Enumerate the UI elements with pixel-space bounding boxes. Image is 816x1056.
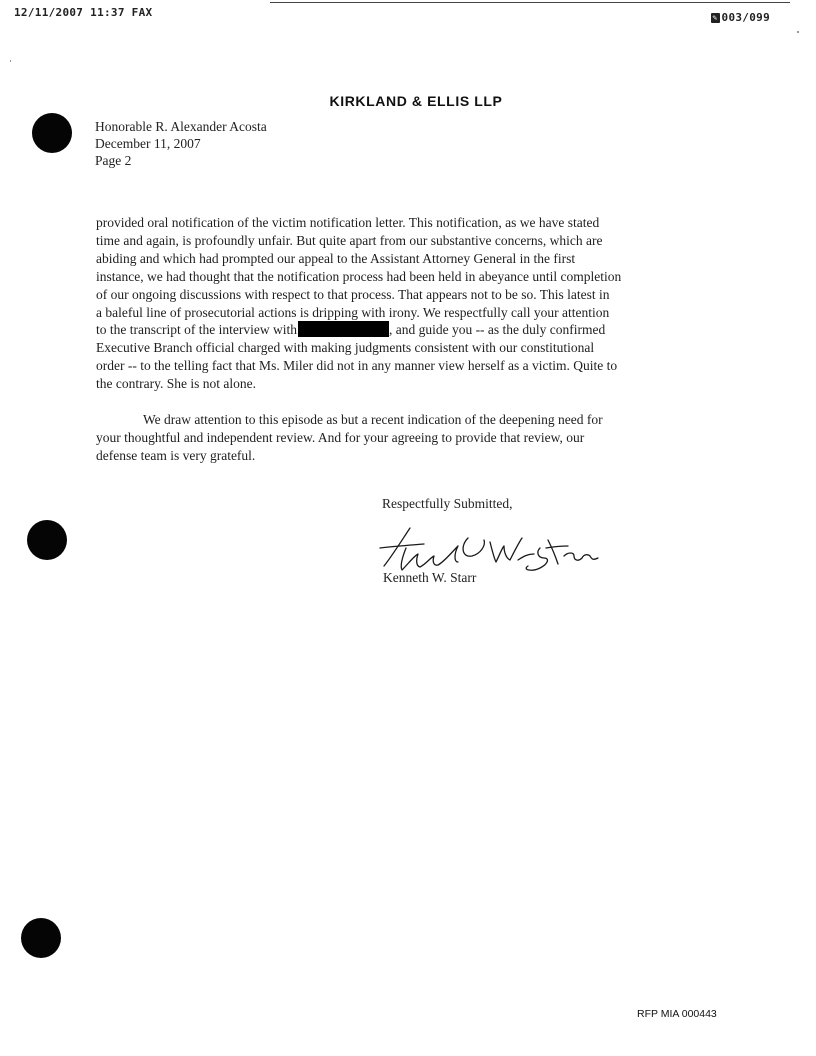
- letter-info-block: [95, 118, 267, 169]
- closing-salutation: Respectfully Submitted,: [382, 496, 513, 511]
- text-after-redaction: , and guide you -- as the duly confirmed: [388, 322, 606, 338]
- text-line: instance, we had thought that the notification process had been held in abeyance until completion: [96, 268, 622, 284]
- punch-hole: [32, 113, 72, 153]
- text-line: of our ongoing discussions with respect to that process. That appears not to be so. This latest in: [96, 286, 610, 302]
- letter-date: December 11, 2007: [95, 136, 201, 151]
- fax-icon: ✎: [712, 12, 718, 22]
- page-number: Page 2: [95, 153, 132, 168]
- recipient-name: Honorable R. Alexander Acosta: [95, 119, 267, 134]
- redaction-box: [298, 321, 389, 337]
- paragraph-2: [96, 411, 716, 465]
- text-line: provided oral notification of the victim notification letter. This notification, as we have stated: [96, 215, 600, 230]
- firm-name: KIRKLAND & ELLIS LLP: [329, 93, 503, 109]
- text-line: Executive Branch official charged with making judgments consistent with our constitutional: [96, 340, 595, 356]
- text-line: abiding and which had prompted our appeal to the Assistant Attorney General in the first: [96, 250, 576, 266]
- text-line: defense team is very grateful.: [96, 447, 256, 463]
- text-line: time and again, is profoundly unfair. But quite apart from our substantive concerns, which are: [96, 232, 603, 248]
- signer-name: Kenneth W. Starr: [383, 570, 477, 585]
- fax-page-counter-group: [711, 11, 770, 24]
- text-line-redacted: [96, 321, 716, 339]
- scan-speck: [797, 31, 799, 33]
- handwritten-signature: [372, 518, 602, 578]
- scan-speck: [10, 60, 11, 62]
- fax-page-counter: 003/099: [721, 11, 770, 24]
- text-line: the contrary. She is not alone.: [96, 376, 256, 392]
- punch-hole: [21, 918, 61, 958]
- text-before-redaction: to the transcript of the interview with: [96, 322, 297, 338]
- fax-top-rule: [270, 2, 790, 3]
- text-line: your thoughtful and independent review. And for your agreeing to provide that review, our: [96, 429, 585, 445]
- fax-datetime: 12/11/2007 11:37 FAX: [14, 6, 153, 19]
- letter-body: [96, 214, 716, 465]
- paragraph-1: [96, 214, 716, 393]
- text-line: We draw attention to this episode as but a recent indication of the deepening need for: [143, 412, 603, 428]
- punch-hole: [27, 520, 67, 560]
- bates-number: RFP MIA 000443: [637, 1008, 717, 1020]
- text-line: a baleful line of prosecutorial actions is dripping with irony. We respectfully call your attention: [96, 304, 610, 320]
- text-line: order -- to the telling fact that Ms. Miler did not in any manner view herself as a victim. Quite to: [96, 358, 618, 374]
